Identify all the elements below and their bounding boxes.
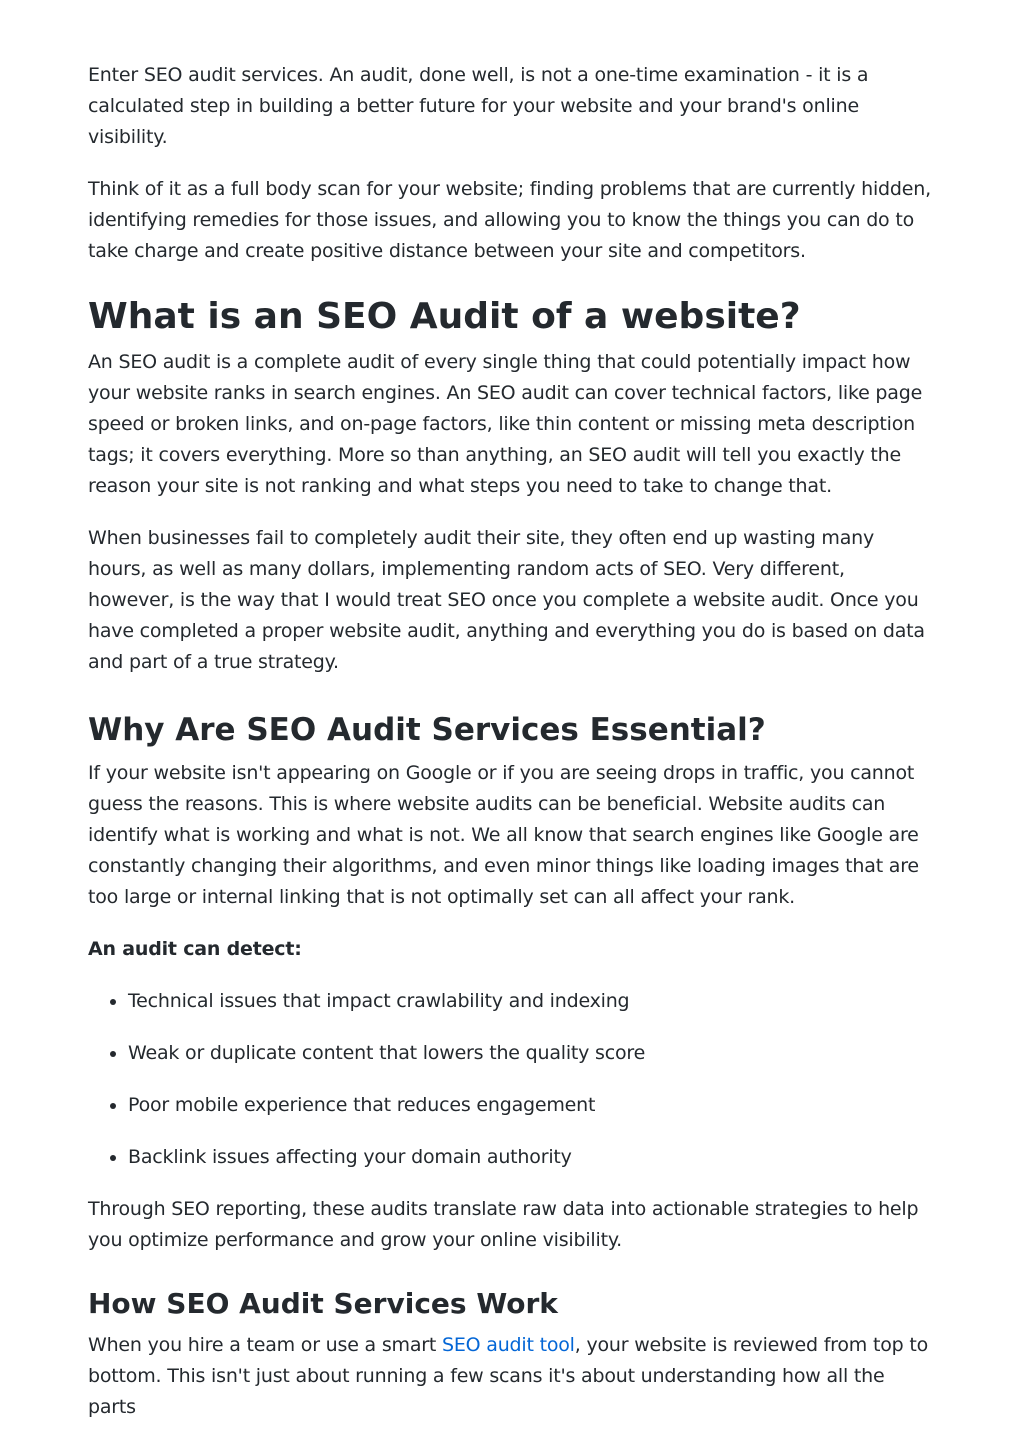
article bbox=[88, 60, 936, 1444]
why-paragraph-1: If your website isn't appearing on Google or if you are seeing drops in traffic, you cannot guess the reasons. This is where website audits can be beneficial. Website audits can identify what is working and what is not. We all know that search engines like Google are constantly changing their algorithms, and even minor things like loading images that are too large or internal linking that is not optimally set can all affect your rank. bbox=[88, 762, 919, 908]
heading-how-it-works: How SEO Audit Services Work bbox=[88, 1287, 558, 1320]
seo-audit-tool-link[interactable]: SEO audit tool bbox=[442, 1334, 575, 1356]
heading-what-is-seo-audit: What is an SEO Audit of a website? bbox=[88, 296, 801, 337]
what-paragraph-1: An SEO audit is a complete audit of every single thing that could potentially impact how your website ranks in search engines. An SEO audit can cover technical factors, like page speed or broken links, and on-page factors, like thin content or missing meta description tags; it covers everything. More so than anything, an SEO audit will tell you exactly the reason your site is not ranking and what steps you need to take to change that. bbox=[88, 351, 923, 497]
list-item: • Weak or duplicate content that lowers the quality score bbox=[128, 1038, 936, 1069]
list-item: • Technical issues that impact crawlability and indexing bbox=[128, 986, 936, 1017]
detect-label: An audit can detect: bbox=[88, 938, 302, 960]
what-paragraph-2: When businesses fail to completely audit their site, they often end up wasting many hours, as well as many dollars, implementing random acts of SEO. Very different, however, is the way that I would treat SEO once you complete a website audit. Once you have completed a proper website audit, anything and everything you do is based on data and part of a true strategy. bbox=[88, 527, 925, 673]
intro-paragraph-2: Think of it as a full body scan for your website; finding problems that are currently hidden, identifying remedies for those issues, and allowing you to know the things you can do to take charge and create positive distance between your site and competitors. bbox=[88, 178, 931, 262]
how-text-before: When you hire a team or use a smart bbox=[88, 1334, 442, 1356]
list-item: • Poor mobile experience that reduces engagement bbox=[128, 1090, 936, 1121]
why-paragraph-2: Through SEO reporting, these audits translate raw data into actionable strategies to help you optimize performance and grow your online visibility. bbox=[88, 1198, 919, 1251]
list-item: • Backlink issues affecting your domain authority bbox=[128, 1142, 936, 1173]
how-paragraph-1 bbox=[88, 1330, 936, 1423]
detect-list bbox=[88, 986, 936, 1173]
heading-why-essential: Why Are SEO Audit Services Essential? bbox=[88, 712, 766, 748]
intro-paragraph-1: Enter SEO audit services. An audit, done well, is not a one-time examination - it is a calculated step in building a better future for your website and your brand's online visibility. bbox=[88, 64, 869, 148]
how-text-after: , your website is reviewed from top to bottom. This isn't just about running a few scans it's about understanding how all the parts bbox=[88, 1334, 928, 1418]
